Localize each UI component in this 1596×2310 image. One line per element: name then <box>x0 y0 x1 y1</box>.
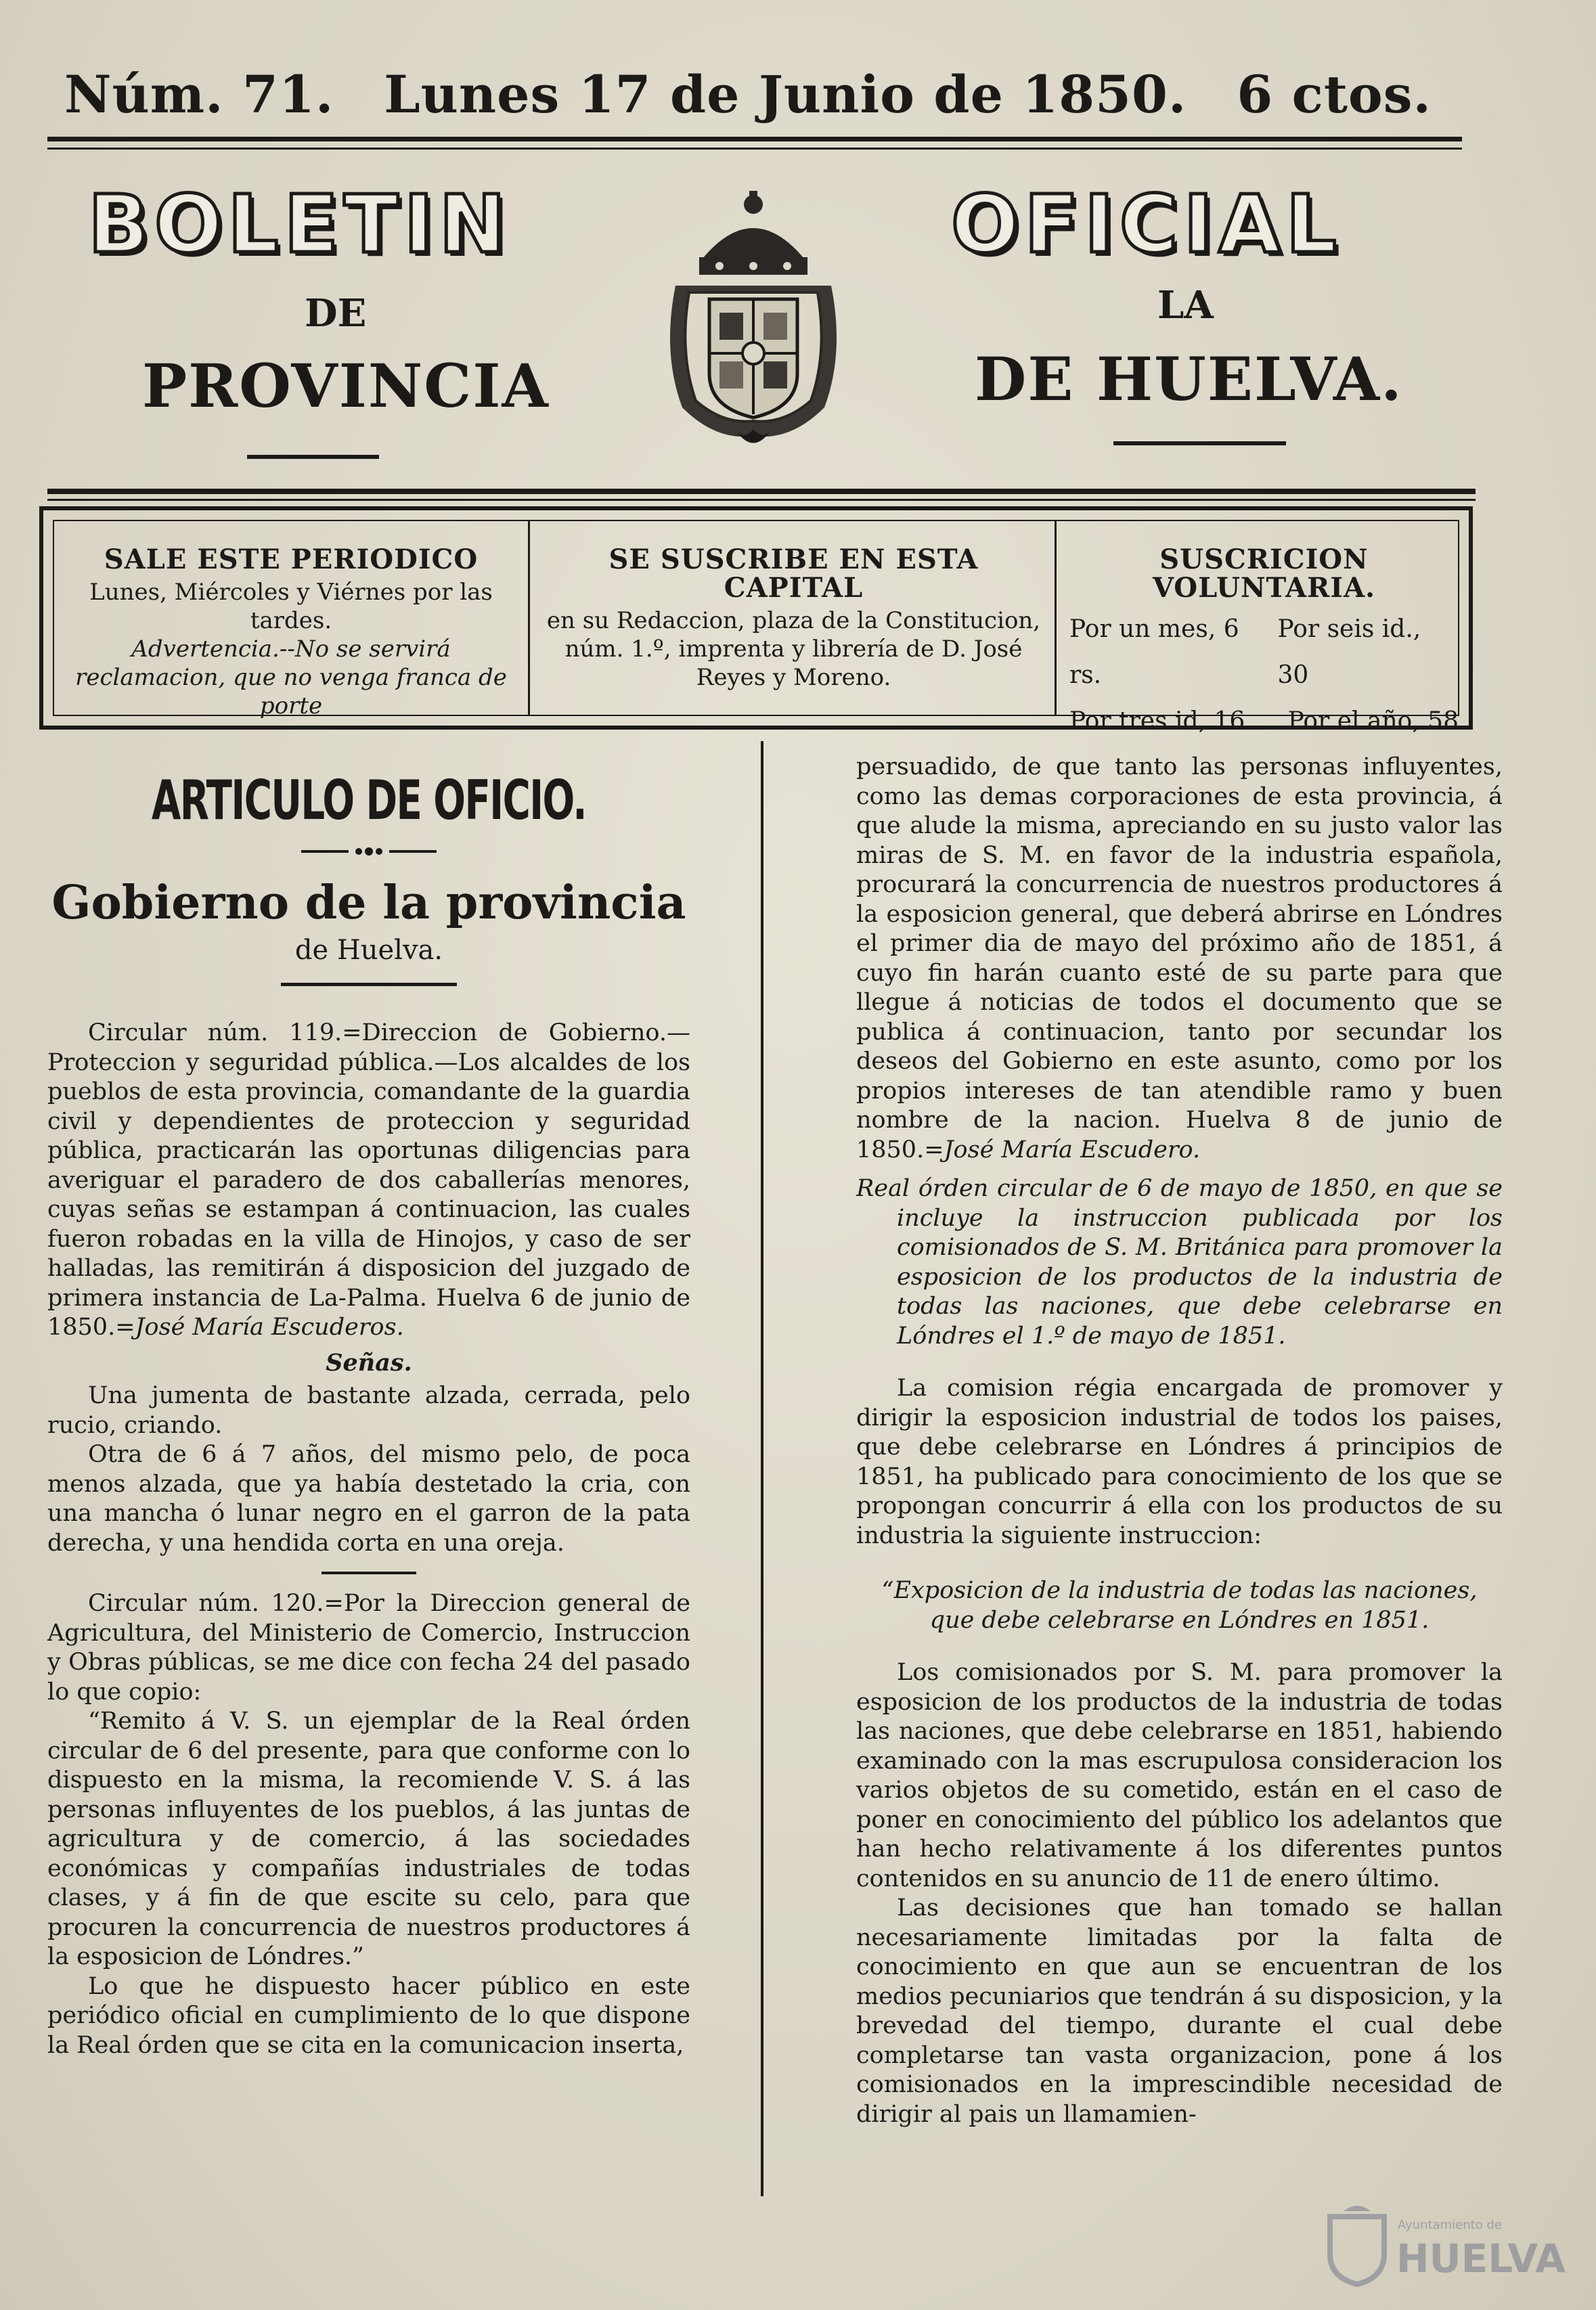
circular-120: Circular núm. 120.=Por la Direccion general de Agricultura, del Ministerio de Comercio, Instruccion y Obras públicas, se me dice con fecha 24 del pasado lo que copio: <box>47 1590 690 1706</box>
exposicion-title: “Exposicion de la industria de todas las naciones, que debe celebrarse en Lóndres en 1851. <box>881 1577 1478 1634</box>
title-de-huelva: DE HUELVA. <box>975 344 1403 414</box>
price-month: Por un mes, 6 rs. <box>1069 615 1239 689</box>
section-title: ARTICULO DE OFICIO. <box>151 769 587 832</box>
subscription-info-box <box>39 506 1473 735</box>
price-three-months: Por tres id, 16. <box>1069 707 1253 735</box>
section-rule-thin <box>47 499 1476 501</box>
real-orden-heading: Real órden circular de 6 de mayo de 1850, en que se incluye la instruccion publicada por los comisionados de S. M. Británica para promover la esposicion de los productos de la industria de todas las naciones, que debe celebrarse en Lóndres el 1.º de mayo de 1851. <box>856 1175 1503 1350</box>
title-oficial: OFICIAL <box>951 177 1342 271</box>
watermark-shield-icon <box>1323 2203 1391 2288</box>
government-title: Gobierno de la provincia <box>51 876 686 930</box>
government-subtitle: de Huelva. <box>294 935 443 966</box>
ornament-icon <box>301 846 437 857</box>
circular-119: Circular núm. 119.=Direccion de Gobierno.—Proteccion y seguridad pública.—Los alcaldes de los pueblos de esta provincia, comandante de la guardia civil y dependientes de proteccion y seguridad pública, practicarán las oportunas diligencias para averiguar el paradero de dos caballerías menores, cuyas señas se estampan á continuacion, las cuales fueron robadas en la villa de Hinojos, y caso de ser halladas, las remitirán á disposicion del juzgado de primera instancia de La-Palma. Huelva 6 de junio de 1850.=José María Escuderos. <box>47 1019 690 1341</box>
title-underline-left <box>247 455 379 459</box>
quote-remito: “Remito á V. S. un ejemplar de la Real órden circular de 6 del presente, para que conforme con lo dispuesto en la misma, la recomiende V. S. á las personas influyentes de los pueblos, á las juntas de agricultura y de comercio, á las sociedades económicas y compañías industriales de todas clases, y á fin de que escite su celo, para que procuren la concurrencia de nuestros productores á la esposicion de Lóndres.” <box>47 1708 690 1970</box>
info-publication-days <box>61 521 521 719</box>
decisiones-paragraph: Las decisiones que han tomado se hallan necesariamente limitadas por la falta de conocimiento en que aun se encuentran de los medios pecuniarios que tendrán á su disposicion, y la brevedad del tiempo, durante el cual debe completarse tan vasta organizacion, pone á los comisionados en la imprescindible necesidad de dirigir al pais un llamamien- <box>856 1894 1503 2128</box>
coat-of-arms-icon <box>655 184 851 455</box>
left-column <box>47 751 690 2060</box>
subtitle-rule <box>281 983 457 986</box>
title-de: DE <box>305 291 367 336</box>
short-rule <box>322 1572 416 1574</box>
info-heading-sale: SALE ESTE PERIODICO <box>104 543 479 575</box>
issue-date: Lunes 17 de Junio de 1850. <box>384 64 1187 125</box>
watermark-small-text: Ayuntamiento de <box>1398 2218 1502 2232</box>
info-heading-suscricion: SUSCRICION VOLUNTARIA. <box>1152 543 1376 604</box>
price-six-months: Por seis id., 30 <box>1277 615 1421 689</box>
issue-price: 6 ctos. <box>1237 64 1432 125</box>
issue-number: Núm. 71. <box>64 64 334 125</box>
watermark-text: HUELVA <box>1396 2236 1566 2282</box>
section-rule <box>47 489 1476 494</box>
info-warning: Advertencia.--No se servirá reclamacion, que no venga franca de porte <box>75 636 507 719</box>
info-address: en su Redaccion, plaza de la Constitucion, núm. 1.º, imprenta y librería de D. José Reyes y Moreno. <box>546 607 1041 691</box>
info-subscribe-place <box>541 521 1046 715</box>
masthead-line <box>64 62 1432 127</box>
archive-watermark <box>1323 2203 1566 2291</box>
continuation-paragraph: persuadido, de que tanto las personas influyentes, como las demas corporaciones de esta provincia, á que alude la misma, apreciando en su justo valor las miras de S. M. en favor de la industria española, procurará la concurrencia de nuestros productores á la esposicion general, que deberá abrirse en Lóndres el primer dia de mayo del próximo año de 1851, á cuyo fin harán cuanto esté de su parte para que llegue á noticias de todos el documento que se publica á continuacion, tanto por secundar los deseos del Gobierno en este asunto, como por los propios intereses de tan atendible ramo y buen nombre de la nacion. Huelva 8 de junio de 1850.=José María Escudero. <box>856 753 1503 1163</box>
masthead-rule <box>47 137 1462 141</box>
masthead-rule-thin <box>47 148 1462 150</box>
title-underline-right <box>1113 441 1286 445</box>
ornament-divider <box>47 846 690 857</box>
sena-2: Otra de 6 á 7 años, del mismo pelo, de poca menos alzada, que ya había destetado la cria, con una mancha ó lunar negro en el garron de la pata derecha, y una hendida corta en una oreja. <box>47 1441 690 1557</box>
sena-1: Una jumenta de bastante alzada, cerrada, pelo rucio, criando. <box>47 1382 690 1439</box>
comisionados-paragraph: Los comisionados por S. M. para promover la esposicion de los productos de la industria de todas las naciones, que debe celebrarse en 1851, habiendo examinado con la mas escrupulosa consideracion los varios objetos de su cometido, están en el caso de poner en conocimiento del público los adelantos que han hecho relativamente á los diferentes puntos contenidos en su anuncio de 11 de enero último. <box>856 1659 1503 1892</box>
title-boletin: BOLETIN <box>88 177 512 271</box>
title-provincia: PROVINCIA <box>142 351 550 421</box>
info-prices <box>1069 521 1459 735</box>
price-year: Por el año, 58 <box>1287 707 1459 735</box>
info-divider-1 <box>528 521 530 715</box>
comision-paragraph: La comision régia encargada de promover y dirigir la esposicion industrial de todos los paises, que debe celebrarse en Lóndres á principios de 1851, ha publicado para conocimiento de los que se propongan concurrir á ella con los productos de su industria la siguiente instruccion: <box>856 1375 1503 1549</box>
info-days: Lunes, Miércoles y Viérnes por las tardes. <box>89 579 493 634</box>
title-la: LA <box>1157 283 1214 328</box>
closing-paragraph: Lo que he dispuesto hacer público en este periódico oficial en cumplimiento de lo que dispone la Real órden que se cita en la comunicacion inserta, <box>47 1972 690 2059</box>
senas-heading: Señas. <box>326 1348 412 1377</box>
info-divider-2 <box>1055 521 1057 715</box>
right-column <box>856 753 1503 2129</box>
info-heading-suscribe: SE SUSCRIBE EN ESTA CAPITAL <box>608 543 979 604</box>
column-divider <box>761 741 763 2196</box>
